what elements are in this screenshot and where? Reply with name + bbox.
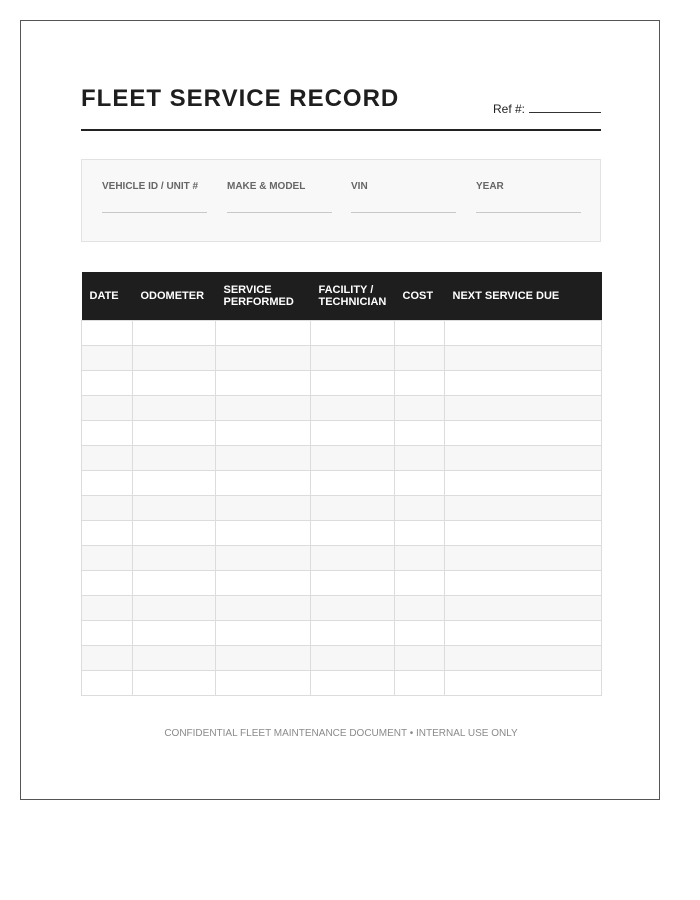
cell-cost[interactable] [395,670,445,695]
cell-odometer[interactable] [133,345,216,370]
table-row [82,470,602,495]
cell-cost[interactable] [395,545,445,570]
cell-next-service-due[interactable] [445,595,602,620]
cell-next-service-due[interactable] [445,570,602,595]
cell-service-performed[interactable] [216,445,311,470]
year-input[interactable] [476,212,581,213]
cell-next-service-due[interactable] [445,370,602,395]
cell-facility-technician[interactable] [311,545,395,570]
cell-facility-technician[interactable] [311,445,395,470]
cell-next-service-due[interactable] [445,420,602,445]
cell-facility-technician[interactable] [311,595,395,620]
cell-date[interactable] [82,670,133,695]
vehicle-id-input[interactable] [102,212,207,213]
cell-service-performed[interactable] [216,595,311,620]
vin-label: VIN [351,181,368,192]
cell-next-service-due[interactable] [445,645,602,670]
cell-next-service-due[interactable] [445,320,602,345]
cell-cost[interactable] [395,520,445,545]
document-title: FLEET SERVICE RECORD [81,85,400,112]
cell-facility-technician[interactable] [311,320,395,345]
cell-service-performed[interactable] [216,395,311,420]
cell-odometer[interactable] [133,320,216,345]
column-header-date: DATE [82,272,133,320]
cell-facility-technician[interactable] [311,520,395,545]
cell-service-performed[interactable] [216,470,311,495]
cell-next-service-due[interactable] [445,470,602,495]
cell-date[interactable] [82,570,133,595]
table-header-row [82,272,602,320]
cell-date[interactable] [82,420,133,445]
cell-odometer[interactable] [133,570,216,595]
vehicle-id-field [102,181,207,213]
cell-odometer[interactable] [133,495,216,520]
column-header-service-performed: SERVICE PERFORMED [216,272,311,320]
table-row [82,570,602,595]
cell-date[interactable] [82,345,133,370]
make-model-input[interactable] [227,212,332,213]
cell-cost[interactable] [395,645,445,670]
table-row [82,320,602,345]
cell-cost[interactable] [395,470,445,495]
cell-date[interactable] [82,470,133,495]
ref-label: Ref #: [492,102,525,116]
cell-odometer[interactable] [133,520,216,545]
cell-cost[interactable] [395,320,445,345]
column-header-next-service-due: NEXT SERVICE DUE [445,272,602,320]
cell-date[interactable] [82,645,133,670]
cell-service-performed[interactable] [216,495,311,520]
ref-number [493,101,601,116]
cell-cost[interactable] [395,395,445,420]
make-model-field [227,181,332,213]
cell-service-performed[interactable] [216,370,311,395]
cell-next-service-due[interactable] [445,620,602,645]
cell-date[interactable] [82,370,133,395]
cell-cost[interactable] [395,370,445,395]
make-model-label: MAKE & MODEL [227,181,306,192]
cell-date[interactable] [82,545,133,570]
cell-next-service-due[interactable] [445,545,602,570]
cell-odometer[interactable] [133,595,216,620]
cell-cost[interactable] [395,345,445,370]
cell-date[interactable] [82,445,133,470]
cell-facility-technician[interactable] [311,395,395,420]
cell-date[interactable] [82,620,133,645]
table-row [82,445,602,470]
table-row [82,370,602,395]
cell-odometer[interactable] [133,395,216,420]
cell-odometer[interactable] [133,620,216,645]
cell-service-performed[interactable] [216,420,311,445]
cell-odometer[interactable] [133,670,216,695]
table-row [82,595,602,620]
cell-facility-technician[interactable] [311,670,395,695]
cell-facility-technician[interactable] [311,620,395,645]
table-row [82,520,602,545]
cell-odometer[interactable] [133,545,216,570]
document-page [20,20,660,800]
cell-next-service-due[interactable] [445,520,602,545]
year-label: YEAR [476,181,504,192]
cell-odometer[interactable] [133,645,216,670]
cell-date[interactable] [82,520,133,545]
cell-service-performed[interactable] [216,320,311,345]
cell-date[interactable] [82,595,133,620]
column-header-facility-technician: FACILITY / TECHNICIAN [311,272,395,320]
cell-date[interactable] [82,395,133,420]
cell-date[interactable] [82,320,133,345]
vehicle-id-label: VEHICLE ID / UNIT # [102,181,199,192]
vehicle-info-section [81,159,601,242]
table-row [82,645,602,670]
table-row [82,545,602,570]
cell-cost[interactable] [395,595,445,620]
cell-service-performed[interactable] [216,645,311,670]
cell-facility-technician[interactable] [311,345,395,370]
cell-service-performed[interactable] [216,570,311,595]
cell-cost[interactable] [395,495,445,520]
service-log-table [81,272,602,696]
cell-next-service-due[interactable] [445,395,602,420]
service-log-body [82,320,602,695]
cell-cost[interactable] [395,420,445,445]
ref-number-field[interactable] [529,101,601,113]
cell-odometer[interactable] [133,370,216,395]
cell-cost[interactable] [395,445,445,470]
table-row [82,420,602,445]
vin-input[interactable] [351,212,456,213]
table-row [82,495,602,520]
cell-odometer[interactable] [133,445,216,470]
column-header-cost: COST [395,272,445,320]
cell-service-performed[interactable] [216,670,311,695]
cell-facility-technician[interactable] [311,495,395,520]
column-header-odometer: ODOMETER [133,272,216,320]
cell-facility-technician[interactable] [311,420,395,445]
cell-odometer[interactable] [133,420,216,445]
cell-service-performed[interactable] [216,520,311,545]
cell-cost[interactable] [395,620,445,645]
cell-service-performed[interactable] [216,545,311,570]
cell-odometer[interactable] [133,470,216,495]
cell-date[interactable] [82,495,133,520]
cell-facility-technician[interactable] [311,370,395,395]
year-field [476,181,581,213]
footer-note: CONFIDENTIAL FLEET MAINTENANCE DOCUMENT • INTERNAL USE ONLY [164,728,518,739]
table-row [82,620,602,645]
vin-field [351,181,456,213]
cell-service-performed[interactable] [216,345,311,370]
document-header [81,85,601,131]
cell-next-service-due[interactable] [445,495,602,520]
table-row [82,670,602,695]
cell-next-service-due[interactable] [445,670,602,695]
table-row [82,395,602,420]
cell-cost[interactable] [395,570,445,595]
cell-facility-technician[interactable] [311,470,395,495]
table-row [82,345,602,370]
cell-facility-technician[interactable] [311,645,395,670]
cell-facility-technician[interactable] [311,570,395,595]
cell-next-service-due[interactable] [445,445,602,470]
cell-next-service-due[interactable] [445,345,602,370]
cell-service-performed[interactable] [216,620,311,645]
